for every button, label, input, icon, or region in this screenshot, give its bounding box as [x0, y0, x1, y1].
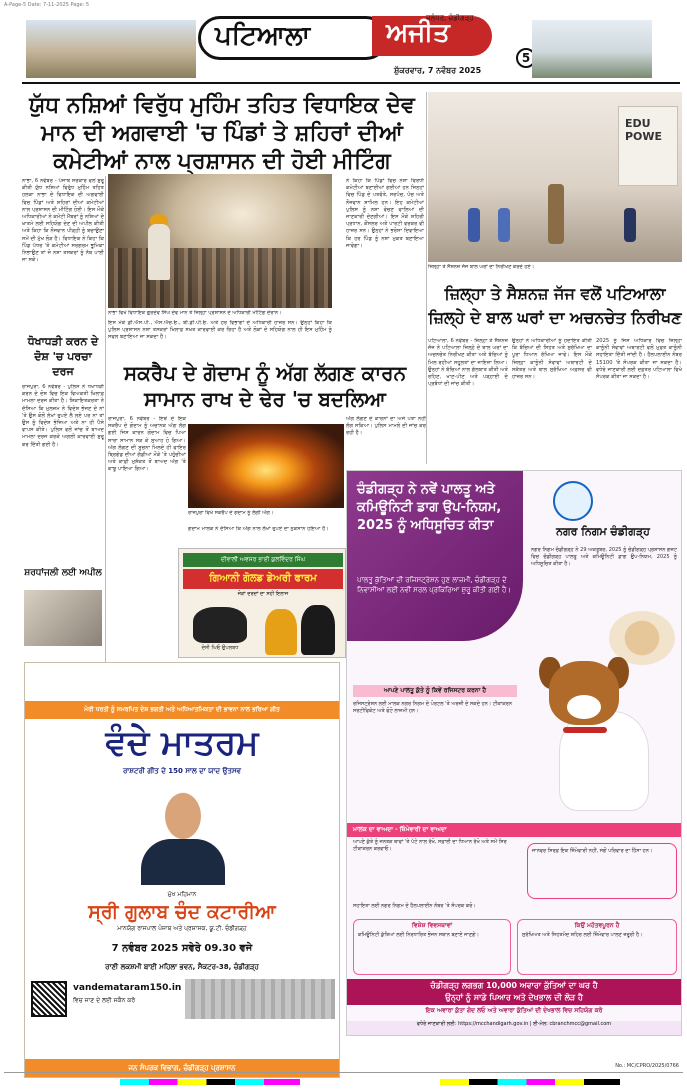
mc-org-name: ਨਗਰ ਨਿਗਮ ਚੰਡੀਗੜ੍ਹ: [556, 525, 650, 538]
vande-chief-guest-portrait: [135, 785, 231, 885]
mc-stray-dogs-band: [347, 979, 681, 1005]
vande-logos-row: [25, 663, 339, 697]
lead-column-3: ਨੇ ਕਿਹਾ ਕਿ ਪਿੰਡਾਂ ਵਿਚ ਨਸ਼ਾ ਵਿਰੋਧੀ ਕਮੇਟੀਆਂ ਬਣਾਈਆਂ ਗਈਆਂ ਹਨ ਜਿਨ੍ਹਾਂ ਵਿਚ ਪਿੰਡ ਦੇ ਪਤਵੰਤੇ, ਸਰਪੰਚ, ਪੰਚ ਅਤੇ ਨੌਜਵਾਨ ਸ਼ਾਮਿਲ ਹਨ। ਇਹ ਕਮੇਟੀਆਂ ਪੁਲਿਸ ਨੂੰ ਨਸ਼ਾ ਵੇਚਣ ਵਾਲਿਆਂ ਦੀ ਜਾਣਕਾਰੀ ਦੇਣਗੀਆਂ। ਇਸ ਮੌਕੇ ਸ਼ਹਿਰੀ ਪ੍ਰਧਾਨ, ਕੌਂਸਲਰ ਅਤੇ ਪਾਰਟੀ ਵਰਕਰ ਵੀ ਹਾਜ਼ਰ ਸਨ। ਉਨ੍ਹਾਂ ਨੇ ਭਰੋਸਾ ਦਿਵਾਇਆ ਕਿ ਹਰ ਪਿੰਡ ਨੂੰ ਨਸ਼ਾ ਮੁਕਤ ਬਣਾਇਆ ਜਾਵੇਗਾ।: [346, 178, 424, 249]
mc-band-line-1: ਚੰਡੀਗੜ੍ਹ ਲਗਭਗ 10,000 ਅਵਾਰਾ ਕੁੱਤਿਆਂ ਦਾ ਘਰ ਹੈ: [430, 981, 598, 990]
mc-headline-panel: [347, 471, 523, 641]
vande-crowd-graphic: [185, 979, 335, 1019]
story3-column-3: ਅੱਗ ਲੱਗਣ ਦੇ ਕਾਰਨਾਂ ਦਾ ਅਜੇ ਪਤਾ ਨਹੀਂ ਲੱਗ ਸਕਿਆ। ਪੁਲਿਸ ਮਾਮਲੇ ਦੀ ਜਾਂਚ ਕਰ ਰਹੀ ਹੈ।: [346, 416, 426, 437]
dairy-ad-product-label: ਦੇਸੀ ਘਿਓ ਉਪਲਬਧ: [201, 645, 239, 651]
vande-subtitle: ਰਾਸ਼ਟਰੀ ਗੀਤ ਦੇ 150 ਸਾਲ ਦਾ ਯਾਦ ਉਤਸਵ: [122, 767, 242, 775]
mc-dog-image: [519, 651, 679, 821]
mc-why-important: [517, 919, 677, 975]
lead-photo-speaker: [148, 224, 170, 280]
vande-guest-role: ਮੁੱਖ ਮਹਿਮਾਨ: [167, 891, 197, 898]
lead-photo: [108, 174, 332, 308]
story3-column-1: ਰਾਜਪੁਰਾ, 6 ਨਵੰਬਰ - ਇਥੋਂ ਦੇ ਇਕ ਸਕਰੈਪ ਦੇ ਗੋਦਾਮ ਨੂੰ ਅਚਾਨਕ ਅੱਗ ਲੱਗ ਗਈ ਜਿਸ ਕਾਰਨ ਗੋਦਾਮ ਵਿਚ ਪਿਆ ਸਾਰਾ ਸਾਮਾਨ ਸੜ ਕੇ ਸੁਆਹ ਹੋ ਗਿਆ। ਅੱਗ ਲੱਗਣ ਦੀ ਸੂਚਨਾ ਮਿਲਦੇ ਹੀ ਫਾਇਰ ਬ੍ਰਿਗੇਡ ਦੀਆਂ ਗੱਡੀਆਂ ਮੌਕੇ 'ਤੇ ਪਹੁੰਚੀਆਂ ਅਤੇ ਕਾਫ਼ੀ ਮੁਸ਼ੱਕਤ ਤੋਂ ਬਾਅਦ ਅੱਗ 'ਤੇ ਕਾਬੂ ਪਾਇਆ ਗਿਆ।: [108, 416, 186, 473]
mc-contact-line: ਵਧੇਰੇ ਜਾਣਕਾਰੀ ਲਈ: https://mcchandigarh.gov.in | ਈ-ਮੇਲ: cbranchmcc@gmail.com: [347, 1021, 681, 1035]
masthead-photo-left: [26, 20, 196, 78]
municipal-corporation-advertisement: [346, 470, 682, 1036]
dairy-ad-portrait-2: [301, 605, 335, 655]
dairy-ad-top-bar: ਦੀਵਾਲੀ ਅਵਸਰ ਭਾਈ ਕੁਲਵਿੰਦਰ ਸਿੰਘ: [183, 553, 343, 567]
story3-headline: ਸਕਰੈਪ ਦੇ ਗੋਦਾਮ ਨੂੰ ਅੱਗ ਲੱਗਣ ਕਾਰਨ ਸਾਮਾਨ ਰਾਖ ਦੇ ਢੇਰ 'ਚ ਬਦਲਿਆ: [123, 361, 407, 411]
lead-column-1: ਨਾਭਾ, 6 ਨਵੰਬਰ - ਪੰਜਾਬ ਸਰਕਾਰ ਵਲੋਂ ਸ਼ੁਰੂ ਕੀਤੀ ਯੁੱਧ ਨਸ਼ਿਆਂ ਵਿਰੁੱਧ ਮੁਹਿੰਮ ਤਹਿਤ ਹਲਕਾ ਨਾਭਾ ਦੇ ਵਿਧਾਇਕ ਦੀ ਅਗਵਾਈ ਵਿਚ ਪਿੰਡਾਂ ਅਤੇ ਸ਼ਹਿਰਾਂ ਦੀਆਂ ਕਮੇਟੀਆਂ ਨਾਲ ਪ੍ਰਸ਼ਾਸਨ ਦੀ ਮੀਟਿੰਗ ਹੋਈ। ਇਸ ਮੌਕੇ ਅਧਿਕਾਰੀਆਂ ਨੇ ਕਮੇਟੀ ਮੈਂਬਰਾਂ ਨੂੰ ਨਸ਼ਿਆਂ ਦੇ ਖ਼ਾਤਮੇ ਲਈ ਸਹਿਯੋਗ ਦੇਣ ਦੀ ਅਪੀਲ ਕੀਤੀ ਅਤੇ ਕਿਹਾ ਕਿ ਨੌਜਵਾਨ ਪੀੜ੍ਹੀ ਨੂੰ ਬਚਾਉਣਾ ਸਮੇਂ ਦੀ ਮੁੱਖ ਲੋੜ ਹੈ। ਵਿਧਾਇਕ ਨੇ ਕਿਹਾ ਕਿ ਪਿੰਡ ਪੱਧਰ 'ਤੇ ਕਮੇਟੀਆਂ ਸਰਗਰਮ ਭੂਮਿਕਾ ਨਿਭਾਉਣ ਤਾਂ ਜੋ ਨਸ਼ਾ ਤਸਕਰਾਂ ਨੂੰ ਨੱਥ ਪਾਈ ਜਾ ਸਕੇ।: [22, 178, 104, 264]
story2-column-2: ਉਨ੍ਹਾਂ ਨੇ ਅਧਿਕਾਰੀਆਂ ਨੂੰ ਹਦਾਇਤ ਕੀਤੀ ਕਿ ਬੱਚਿਆਂ ਦੀ ਸਿਹਤ ਅਤੇ ਸੁਰੱਖਿਆ ਦਾ ਪੂਰਾ ਧਿਆਨ ਰੱਖਿਆ ਜਾਵੇ। ਇਸ ਮੌਕੇ ਜ਼ਿਲ੍ਹਾ ਕਾਨੂੰਨੀ ਸੇਵਾਵਾਂ ਅਥਾਰਟੀ ਦੇ ਸਕੱਤਰ ਅਤੇ ਬਾਲ ਸੁਰੱਖਿਆ ਅਫ਼ਸਰ ਵੀ ਹਾਜ਼ਰ ਸਨ।: [512, 338, 592, 381]
masthead: [22, 14, 680, 84]
mc-band-line-2: ਉਨ੍ਹਾਂ ਨੂੰ ਸਾਡੇ ਪਿਆਰ ਅਤੇ ਦੇਖਭਾਲ ਦੀ ਲੋੜ ਹੈ: [445, 993, 583, 1002]
color-registration-bar-right: [440, 1079, 620, 1085]
obit-photo: [24, 590, 102, 646]
mc-box2-title: ਕਿਉਂ ਮਹੱਤਵਪੂਰਨ ਹੈ: [574, 922, 620, 929]
mc-org-body: ਨਗਰ ਨਿਗਮ ਚੰਡੀਗੜ੍ਹ ਨੇ 29 ਅਕਤੂਬਰ, 2025 ਨੂੰ ਚੰਡੀਗੜ੍ਹ ਪ੍ਰਸ਼ਾਸਨ ਗਜ਼ਟ ਵਿਚ ਚੰਡੀਗੜ੍ਹ ਪਾਲਤੂ ਅਤੇ ਕਮਿਊਨਿਟੀ ਡਾਗ ਉਪ-ਨਿਯਮ, 2025 ਨੂੰ ਅਧਿਸੂਚਿਤ ਕੀਤਾ ਹੈ।: [531, 547, 677, 567]
story2-photo: [428, 92, 682, 262]
story3-caption: ਰਾਜਪੁਰਾ ਵਿਖੇ ਸਕਰੈਪ ਦੇ ਗੋਦਾਮ ਨੂੰ ਲੱਗੀ ਅੱਗ।: [188, 510, 274, 516]
masthead-brand-text: ਅਜੀਤ: [386, 18, 450, 48]
mc-logo-icon: [553, 481, 593, 521]
mc-headline-body: ਪਾਲਤੂ ਕੁੱਤਿਆਂ ਦੀ ਰਜਿਸਟ੍ਰੇਸ਼ਨ ਹੁਣ ਲਾਜ਼ਮੀ, ਚੰਡੀਗੜ੍ਹ ਦੇ ਨਿਵਾਸੀਆਂ ਲਈ ਨਵੀਂ ਸਰਲ ਪ੍ਰਕਿਰਿਆ ਸ਼ੁਰੂ ਕੀਤੀ ਗਈ ਹੈ।: [357, 576, 511, 594]
print-slug: A-Page-5 Date: 7-11-2025 Page: 5: [4, 2, 90, 8]
obit-headline: ਸ਼ਰਧਾਂਜਲੀ ਲਈ ਅਪੀਲ: [24, 568, 102, 578]
vande-banner: ਮੇਰੀ ਧਰਤੀ ਨੂੰ ਸਮਰਪਿਤ ਦੇਸ਼ ਭਗਤੀ ਅਤੇ ਅਧਿਆਤਮਿਕਤਾ ਦੀ ਭਾਵਨਾ ਨਾਲ ਭਰਿਆ ਗੀਤ: [25, 701, 339, 719]
vande-mataram-advertisement: [24, 662, 340, 1078]
story2-caption: ਜ਼ਿਲ੍ਹਾ ਤੇ ਸੈਸ਼ਨਜ਼ ਜੱਜ ਬਾਲ ਘਰਾਂ ਦਾ ਨਿਰੀਖਣ ਕਰਦੇ ਹੋਏ।: [428, 264, 535, 270]
story2-photo-child-1: [468, 208, 480, 242]
story2-column-1: ਪਟਿਆਲਾ, 6 ਨਵੰਬਰ - ਜ਼ਿਲ੍ਹਾ ਤੇ ਸੈਸ਼ਨਜ਼ ਜੱਜ ਨੇ ਪਟਿਆਲਾ ਜ਼ਿਲ੍ਹੇ ਦੇ ਬਾਲ ਘਰਾਂ ਦਾ ਅਚਨਚੇਤ ਨਿਰੀਖਣ ਕੀਤਾ ਅਤੇ ਬੱਚਿਆਂ ਨੂੰ ਮਿਲ ਰਹੀਆਂ ਸਹੂਲਤਾਂ ਦਾ ਜਾਇਜ਼ਾ ਲਿਆ। ਉਨ੍ਹਾਂ ਨੇ ਬੱਚਿਆਂ ਨਾਲ ਗੱਲਬਾਤ ਕੀਤੀ ਅਤੇ ਰਹਿਣ, ਖਾਣ-ਪੀਣ ਅਤੇ ਪੜ੍ਹਾਈ ਦੇ ਪ੍ਰਬੰਧਾਂ ਦੀ ਜਾਂਚ ਕੀਤੀ।: [428, 338, 508, 388]
vande-footer: ਜਨ ਸੰਪਰਕ ਵਿਭਾਗ, ਚੰਡੀਗੜ੍ਹ ਪ੍ਰਸ਼ਾਸਨ: [25, 1059, 339, 1077]
mc-helpline-strip: ਸਹਾਇਤਾ ਲਈ ਨਗਰ ਨਿਗਮ ਦੇ ਹੈਲਪਲਾਈਨ ਨੰਬਰ 'ਤੇ ਸੰਪਰਕ ਕਰੋ।: [353, 903, 476, 909]
vande-portrait-head: [165, 793, 201, 839]
vande-date-time: 7 ਨਵੰਬਰ 2025 ਸਵੇਰੇ 09.30 ਵਜੇ: [111, 943, 253, 954]
story2-wall-text: EDU POWE: [625, 117, 663, 143]
mc-special-provisions: [353, 919, 511, 975]
dairy-advertisement: [178, 548, 346, 658]
story2-column-3: 2025 ਨੂੰ ਜਿਸ ਅਧਿਕਾਰ ਵਿਚ ਜ਼ਿਲ੍ਹਾ ਕਾਨੂੰਨੀ ਸੇਵਾਵਾਂ ਅਥਾਰਟੀ ਵਲੋਂ ਮੁਫ਼ਤ ਕਾਨੂੰਨੀ ਸਹਾਇਤਾ ਦਿੱਤੀ ਜਾਂਦੀ ਹੈ। ਹੈਲਪਲਾਈਨ ਨੰਬਰ 15100 'ਤੇ ਸੰਪਰਕ ਕੀਤਾ ਜਾ ਸਕਦਾ ਹੈ। ਵਧੇਰੇ ਜਾਣਕਾਰੀ ਲਈ ਦਫ਼ਤਰ ਪਟਿਆਲਾ ਵਿਖੇ ਸੰਪਰਕ ਕੀਤਾ ਜਾ ਸਕਦਾ ਹੈ।: [596, 338, 682, 381]
mc-box1-title: ਵਿਸ਼ੇਸ਼ ਵਿਵਸਥਾਵਾਂ: [411, 922, 453, 929]
vande-url: vandemataram150.in: [73, 983, 182, 993]
lead-column-2: ਇਸ ਮੌਕੇ ਡੀ.ਐਸ.ਪੀ., ਐਸ.ਐਚ.ਓ., ਬੀ.ਡੀ.ਪੀ.ਓ. ਅਤੇ ਹੋਰ ਵਿਭਾਗਾਂ ਦੇ ਅਧਿਕਾਰੀ ਹਾਜ਼ਰ ਸਨ। ਉਨ੍ਹਾਂ ਕਿਹਾ ਕਿ ਪੁਲਿਸ ਪ੍ਰਸ਼ਾਸਨ ਨਸ਼ਾ ਤਸਕਰਾਂ ਖ਼ਿਲਾਫ਼ ਸਖ਼ਤ ਕਾਰਵਾਈ ਕਰ ਰਿਹਾ ਹੈ ਅਤੇ ਲੋਕਾਂ ਦੇ ਸਹਿਯੋਗ ਨਾਲ ਹੀ ਇਸ ਮੁਹਿੰਮ ਨੂੰ ਸਫਲ ਬਣਾਇਆ ਜਾ ਸਕਦਾ ਹੈ।: [108, 320, 332, 341]
vande-title: ਵੰਦੇ ਮਾਤਰਮ: [105, 723, 259, 763]
masthead-city: ਪਟਿਆਲਾ: [215, 21, 311, 51]
masthead-photo-right: [532, 20, 652, 78]
mc-headline: ਚੰਡੀਗੜ੍ਹ ਨੇ ਨਵੇਂ ਪਾਲਤੂ ਅਤੇ ਕਮਿਊਨਿਟੀ ਡਾਗ ਉਪ-ਨਿਯਮ, 2025 ਨੂੰ ਅਧਿਸੂਚਿਤ ਕੀਤਾ: [357, 482, 502, 533]
mc-box1-body: ਕਮਿਊਨਿਟੀ ਕੁੱਤਿਆਂ ਲਈ ਨਿਰਧਾਰਿਤ ਭੋਜਨ ਸਥਾਨ ਬਣਾਏ ਜਾਣਗੇ।: [358, 932, 479, 938]
dairy-ad-title: ਗਿਆਨੀ ਗੋਲਡ ਡੇਅਰੀ ਫਾਰਮ: [183, 569, 343, 589]
dairy-ad-subtitle: ਜੋੜਾਂ ਦਰਦਾਂ ਦਾ ਸਹੀ ਇਲਾਜ: [237, 591, 289, 597]
column-rule-2: [426, 92, 427, 464]
mc-box2-body: ਸੁਰੱਖਿਅਤ ਅਤੇ ਸਿਹਤਮੰਦ ਸ਼ਹਿਰ ਲਈ ਜ਼ਿੰਮੇਵਾਰ ਪਾਲਣ ਜ਼ਰੂਰੀ ਹੈ।: [522, 932, 643, 938]
column-rule-1: [105, 176, 106, 676]
mc-dog-collar: [563, 727, 607, 733]
masthead-edition: ਜਲੰਧਰ, ਚੰਡੀਗੜ੍ਹ: [426, 14, 474, 22]
vande-portrait-coat: [141, 839, 225, 885]
mc-owner-body: ਆਪਣੇ ਕੁੱਤੇ ਨੂੰ ਜਨਤਕ ਥਾਵਾਂ 'ਤੇ ਪੱਟੇ ਨਾਲ ਰੱਖੋ, ਸਫ਼ਾਈ ਦਾ ਧਿਆਨ ਰੱਖੋ ਅਤੇ ਸਮੇਂ ਸਿਰ ਟੀਕਾਕਰਨ ਕਰਵਾਓ।: [353, 839, 507, 852]
mc-how-title: ਆਪਣੇ ਪਾਲਤੂ ਕੁੱਤੇ ਨੂੰ ਕਿਵੇਂ ਰਜਿਸਟਰ ਕਰਨਾ ਹੈ: [353, 685, 517, 697]
story3-left-headline: ਧੋਖਾਧੜੀ ਕਰਨ ਦੇ ਦੋਸ਼ 'ਚ ਪਰਚਾ ਦਰਜ: [27, 335, 99, 378]
story2-photo-child-2: [498, 208, 510, 242]
mc-owner-title: ਮਾਲਕ ਦਾ ਵਾਅਦਾ - ਜ਼ਿੰਮੇਵਾਰੀ ਦਾ ਵਾਅਦਾ: [347, 823, 681, 837]
masthead-date: ਸ਼ੁੱਕਰਵਾਰ, 7 ਨਵੰਬਰ 2025: [394, 66, 482, 75]
lead-headline: ਯੁੱਧ ਨਸ਼ਿਆਂ ਵਿਰੁੱਧ ਮੁਹਿੰਮ ਤਹਿਤ ਵਿਧਾਇਕ ਦੇਵ ਮਾਨ ਦੀ ਅਗਵਾਈ 'ਚ ਪਿੰਡਾਂ ਤੇ ਸ਼ਹਿਰਾਂ ਦੀਆਂ ਕਮੇਟੀਆਂ ਨਾਲ ਪ੍ਰਸ਼ਾਸਨ ਦੀ ਹੋਈ ਮੀਟਿੰਗ: [29, 93, 415, 174]
story2-photo-officer: [548, 184, 564, 244]
vande-qr-code: [31, 981, 67, 1017]
vande-venue: ਰਾਣੀ ਲਕਸ਼ਮੀ ਬਾਈ ਮਹਿਲਾ ਭਵਨ, ਸੈਕਟਰ-38, ਚੰਡੀਗੜ੍ਹ: [105, 963, 259, 971]
vande-guest-name: ਸ੍ਰੀ ਗੁਲਾਬ ਚੰਦ ਕਟਾਰੀਆ: [88, 901, 276, 923]
mc-quote: ਜਾਨਵਰ ਸਿਰਫ਼ ਇਕ ਜ਼ਿੰਮੇਵਾਰੀ ਨਹੀਂ, ਸਗੋਂ ਪਰਿਵਾਰ ਦਾ ਹਿੱਸਾ ਹਨ।: [527, 843, 677, 899]
mc-reference-number: No.: MC/CPRO/2025/0766: [615, 1063, 679, 1069]
registration-line: [4, 1072, 683, 1073]
vande-qr-text: ਵਿਚ ਜਾਣ ਦੇ ਲਈ ਸਕੈਨ ਕਰੋ: [73, 997, 136, 1004]
story2-wall-poster: [618, 106, 678, 186]
mc-dog-snout: [567, 695, 601, 719]
story3-left-column: ਰਾਜਪੁਰਾ, 6 ਨਵੰਬਰ - ਪੁਲਿਸ ਨੇ ਧੋਖਾਧੜੀ ਕਰਨ ਦੇ ਦੋਸ਼ ਵਿਚ ਇਕ ਵਿਅਕਤੀ ਖ਼ਿਲਾਫ਼ ਮਾਮਲਾ ਦਰਜ ਕੀਤਾ ਹੈ। ਸ਼ਿਕਾਇਤਕਰਤਾ ਨੇ ਦੱਸਿਆ ਕਿ ਮੁਲਜ਼ਮ ਨੇ ਵਿਦੇਸ਼ ਭੇਜਣ ਦੇ ਨਾਂ 'ਤੇ ਉਸ ਕੋਲੋਂ ਲੱਖਾਂ ਰੁਪਏ ਲੈ ਲਏ ਪਰ ਨਾ ਤਾਂ ਉਸ ਨੂੰ ਵਿਦੇਸ਼ ਭੇਜਿਆ ਅਤੇ ਨਾ ਹੀ ਪੈਸੇ ਵਾਪਸ ਕੀਤੇ। ਪੁਲਿਸ ਵਲੋਂ ਜਾਂਚ ਤੋਂ ਬਾਅਦ ਮਾਮਲਾ ਦਰਜ ਕਰਕੇ ਅਗਲੀ ਕਾਰਵਾਈ ਸ਼ੁਰੂ ਕਰ ਦਿੱਤੀ ਗਈ ਹੈ।: [22, 384, 104, 448]
mc-how-body: ਰਜਿਸਟ੍ਰੇਸ਼ਨ ਲਈ ਮਾਲਕ ਨਗਰ ਨਿਗਮ ਦੇ ਪੋਰਟਲ 'ਤੇ ਅਰਜ਼ੀ ਦੇ ਸਕਦੇ ਹਨ। ਟੀਕਾਕਰਨ ਸਰਟੀਫਿਕੇਟ ਅਤੇ ਫੋਟੋ ਲਾਜ਼ਮੀ ਹਨ।: [353, 701, 512, 714]
story3-column-2: ਗੋਦਾਮ ਮਾਲਕ ਨੇ ਦੱਸਿਆ ਕਿ ਅੱਗ ਨਾਲ ਲੱਖਾਂ ਰੁਪਏ ਦਾ ਨੁਕਸਾਨ ਹੋਇਆ ਹੈ।: [188, 526, 329, 532]
dairy-ad-portrait-1: [265, 609, 297, 655]
vande-guest-designation: ਮਾਨਯੋਗ ਰਾਜਪਾਲ ਪੰਜਾਬ ਅਤੇ ਪ੍ਰਸ਼ਾਸਕ, ਯੂ.ਟੀ. ਚੰਡੀਗੜ੍ਹ: [117, 925, 247, 932]
mc-dog-body: [559, 711, 649, 811]
mc-adoption-appeal: ਇਕ ਅਵਾਰਾ ਕੁੱਤਾ ਗੋਦ ਲਓ ਅਤੇ ਅਵਾਰਾ ਕੁੱਤਿਆਂ ਦੀ ਦੇਖਭਾਲ ਵਿਚ ਸਹਿਯੋਗ ਕਰੋ: [425, 1007, 603, 1014]
lead-caption: ਨਾਭਾ ਵਿਖੇ ਵਿਧਾਇਕ ਗੁਰਦੇਵ ਸਿੰਘ ਦੇਵ ਮਾਨ ਤੇ ਜ਼ਿਲ੍ਹਾ ਪ੍ਰਸ਼ਾਸਨ ਦੇ ਅਧਿਕਾਰੀ ਮੀਟਿੰਗ ਦੌਰਾਨ।: [108, 310, 282, 316]
dairy-ad-pot-image: [193, 607, 247, 643]
masthead-brand: [198, 16, 388, 60]
story2-photo-child-3: [624, 208, 636, 242]
story2-headline: ਜ਼ਿਲ੍ਹਾ ਤੇ ਸੈਸ਼ਨਜ਼ ਜੱਜ ਵਲੋਂ ਪਟਿਆਲਾ ਜ਼ਿਲ੍ਹੇ ਦੇ ਬਾਲ ਘਰਾਂ ਦਾ ਅਚਨਚੇਤ ਨਿਰੀਖਣ: [428, 284, 682, 327]
color-registration-bar-left: [120, 1079, 300, 1085]
page-number: 5: [516, 48, 536, 68]
lead-photo-crowd: [108, 248, 332, 308]
story3-fire-photo: [188, 424, 344, 508]
